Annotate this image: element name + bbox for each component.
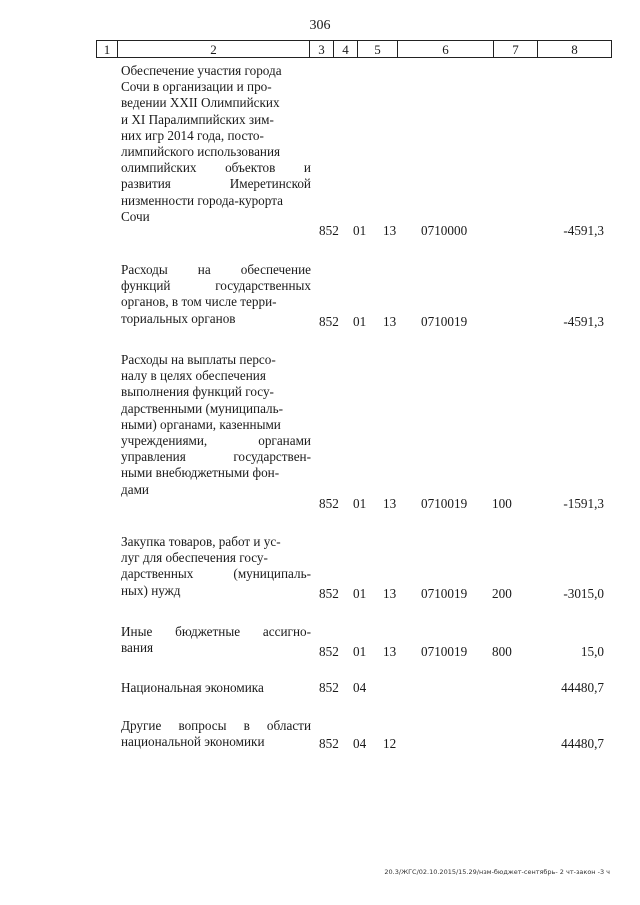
cell-ministry-code: 852 [319, 223, 339, 238]
description-line: ными) органами, казенными [121, 416, 281, 432]
cell-target-article: 0710019 [421, 314, 468, 329]
description-line: Другие вопросы в области [121, 718, 311, 733]
cell-section: 01 [353, 644, 367, 659]
cell-subsection: 13 [383, 586, 397, 601]
row-description [121, 63, 311, 225]
row-description [121, 718, 311, 750]
description-line: управления государствен- [121, 449, 311, 465]
cell-section: 04 [353, 736, 367, 751]
cell-section: 01 [353, 496, 367, 511]
description-line: налу в целях обеспечения [121, 368, 266, 384]
description-line: функций государственных [121, 278, 311, 294]
description-line: дарственных (муниципаль- [121, 566, 311, 582]
cell-amount: -4591,3 [563, 314, 604, 329]
document-footer: 20.3/ЖГС/02.10.2015/15.29/нзм-бюджет-сентябрь- 2 чт-закон -3 ч [384, 868, 610, 876]
cell-amount: -4591,3 [563, 223, 604, 238]
description-line: выполнения функций госу- [121, 384, 274, 400]
description-line: и XI Паралимпийских зим- [121, 111, 274, 127]
row-description [121, 352, 311, 498]
cell-ministry-code: 852 [319, 314, 339, 329]
row-description [121, 624, 311, 656]
header-col-6: 6 [398, 40, 494, 58]
cell-amount: -1591,3 [563, 496, 604, 511]
description-line: Обеспечение участия города [121, 63, 282, 78]
description-line: Закупка товаров, работ и ус- [121, 534, 281, 549]
description-line: луг для обеспечения госу- [121, 550, 268, 566]
header-col-1: 1 [96, 40, 118, 58]
header-col-8: 8 [538, 40, 612, 58]
header-col-3: 3 [310, 40, 334, 58]
cell-amount: -3015,0 [563, 586, 604, 601]
table-header [96, 40, 612, 60]
cell-section: 01 [353, 223, 367, 238]
cell-target-article: 0710019 [421, 586, 468, 601]
cell-target-article: 0710019 [421, 644, 468, 659]
cell-ministry-code: 852 [319, 680, 339, 695]
cell-expense-type: 100 [492, 496, 512, 511]
description-line: Сочи [121, 208, 150, 224]
cell-section: 01 [353, 586, 367, 601]
cell-ministry-code: 852 [319, 644, 339, 659]
description-line: дарственными (муниципаль- [121, 400, 284, 416]
page-number: 306 [309, 18, 331, 33]
description-line: учреждениями, органами [121, 433, 311, 449]
cell-expense-type: 800 [492, 644, 512, 659]
description-line: ведении XXII Олимпийских [121, 95, 280, 111]
cell-subsection: 13 [383, 223, 397, 238]
cell-subsection: 13 [383, 314, 397, 329]
cell-ministry-code: 852 [319, 736, 339, 751]
description-line: них игр 2014 года, посто- [121, 127, 264, 143]
description-line: дами [121, 481, 149, 497]
cell-target-article: 0710019 [421, 496, 468, 511]
cell-expense-type: 200 [492, 586, 512, 601]
description-line: Иные бюджетные ассигно- [121, 624, 311, 639]
description-line: олимпийских объектов и [121, 160, 311, 176]
cell-subsection: 13 [383, 644, 397, 659]
description-line: органов, в том числе терри- [121, 294, 277, 310]
description-line: национальной экономики [121, 734, 265, 750]
header-col-4: 4 [334, 40, 358, 58]
cell-section: 04 [353, 680, 367, 695]
description-line: низменности города-курорта [121, 192, 283, 208]
description-line: Сочи в организации и про- [121, 79, 272, 95]
description-line: ториальных органов [121, 310, 236, 326]
header-col-5: 5 [358, 40, 398, 58]
cell-ministry-code: 852 [319, 496, 339, 511]
header-col-2: 2 [118, 40, 310, 58]
description-line: Расходы на обеспечение [121, 262, 311, 277]
row-description [121, 534, 311, 599]
cell-section: 01 [353, 314, 367, 329]
cell-amount: 44480,7 [561, 680, 604, 695]
cell-amount: 44480,7 [561, 736, 604, 751]
cell-subsection: 13 [383, 496, 397, 511]
description-line: лимпийского использования [121, 144, 281, 160]
cell-amount: 15,0 [580, 644, 604, 659]
row-description [121, 262, 311, 327]
description-line: вания [121, 640, 154, 656]
cell-target-article: 0710000 [421, 223, 468, 238]
cell-ministry-code: 852 [319, 586, 339, 601]
cell-subsection: 12 [383, 736, 397, 751]
description-line: развития Имеретинской [121, 176, 311, 192]
row-description [121, 680, 311, 696]
description-line: ными внебюджетными фон- [121, 465, 280, 481]
header-col-7: 7 [494, 40, 538, 58]
description-line: Национальная экономика [121, 680, 264, 695]
description-line: ных) нужд [121, 582, 181, 598]
description-line: Расходы на выплаты персо- [121, 352, 276, 367]
